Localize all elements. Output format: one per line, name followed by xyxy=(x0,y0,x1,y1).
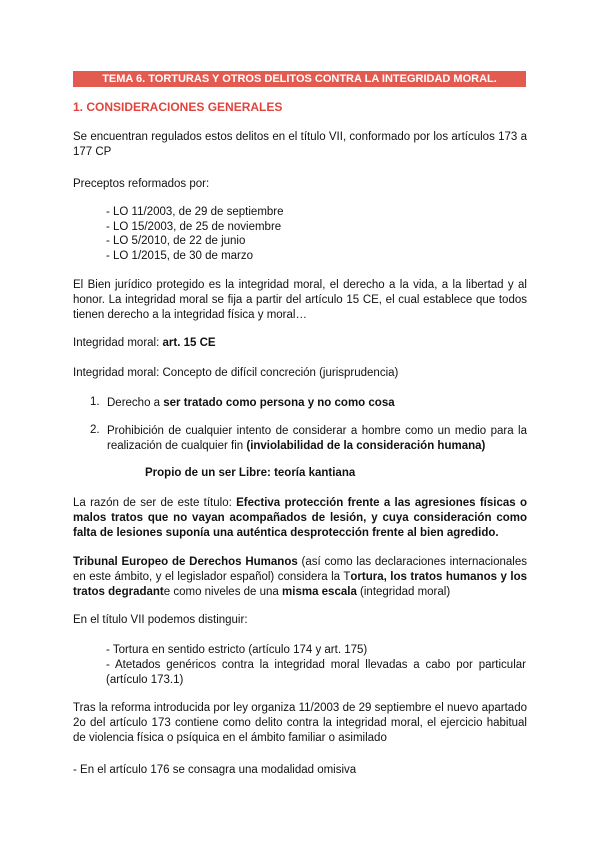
section-heading: 1. CONSIDERACIONES GENERALES xyxy=(73,100,283,114)
paragraph-distinguish: En el título VII podemos distinguir: xyxy=(73,614,248,626)
tedh-bold: Tribunal Europeo de Derechos Humanos xyxy=(73,556,298,568)
purpose-text: La razón de ser de este título: xyxy=(73,497,237,509)
paragraph-reforms-intro: Preceptos reformados por: xyxy=(73,178,210,190)
paragraph-title-purpose xyxy=(73,496,527,541)
tedh-text-3: (integridad moral) xyxy=(356,586,451,598)
list-item: - LO 11/2003, de 29 de septiembre xyxy=(106,206,284,218)
tedh-text-2: e como niveles de una xyxy=(163,586,283,598)
list-item: - LO 15/2003, de 25 de noviembre xyxy=(106,221,282,233)
kantian-theory-note: Propio de un ser Libre: teoría kantiana xyxy=(145,467,356,479)
list-item: - Tortura en sentido estricto (artículo 174 y art. 175) xyxy=(106,644,368,656)
list-item: - LO 5/2010, de 22 de junio xyxy=(106,235,246,247)
paragraph-regulation: Se encuentran regulados estos delitos en el título VII, conformado por los artículos 173 a 177 CP xyxy=(73,131,527,158)
list-item: - Atetados genéricos contra la integridad moral llevadas a cabo por particular (artículo 173.1) xyxy=(106,659,526,686)
article-ref: art. 15 CE xyxy=(162,337,216,349)
tedh-text: (así como las declaraciones internacionales en este ámbito, y el legislador español) considera la T xyxy=(73,556,527,583)
scale-bold: misma escala xyxy=(282,586,357,598)
label-text: Integridad moral: xyxy=(73,337,163,349)
paragraph-integrity-art xyxy=(73,336,527,351)
list-number: 2. xyxy=(90,424,100,436)
list-number: 1. xyxy=(90,396,100,408)
paragraph-reform-2003: Tras la reforma introducida por ley organiza 11/2003 de 29 septiembre el nuevo apartado 2o del artículo 173 contiene como delito contra la integridad moral, el ejercicio habitual de violencia física o psíquica en el ámbito familiar o asimilado xyxy=(73,702,527,744)
item-text: Prohibición de cualquier intento de considerar a hombre como un medio para la realización de cualquier fin xyxy=(107,425,527,452)
torture-bold: ortura, los tratos humanos y los tratos degradant xyxy=(73,571,527,598)
item-bold: (inviolabilidad de la consideración humana) xyxy=(246,440,486,452)
numbered-item-1 xyxy=(107,396,527,411)
list-item: - LO 1/2015, de 30 de marzo xyxy=(106,250,254,262)
paragraph-integrity-concept: Integridad moral: Concepto de difícil concreción (jurisprudencia) xyxy=(73,367,399,379)
item-bold: ser tratado como persona y no como cosa xyxy=(163,397,395,409)
purpose-bold: Efectiva protección frente a las agresiones físicas o malos tratos que no vayan acompañados de lesión, y cuya consideración como falta de lesiones suponía una auténtica desprotección frente al bien agredido. xyxy=(73,497,527,539)
numbered-item-2 xyxy=(107,424,527,454)
document-title: TEMA 6. TORTURAS Y OTROS DELITOS CONTRA LA INTEGRIDAD MORAL. xyxy=(73,71,526,87)
item-text: Derecho a xyxy=(107,397,164,409)
paragraph-omission: - En el artículo 176 se consagra una modalidad omisiva xyxy=(73,764,357,776)
paragraph-tedh xyxy=(73,555,527,600)
paragraph-legal-good: El Bien jurídico protegido es la integridad moral, el derecho a la vida, a la libertad y al honor. La integridad moral se fija a partir del artículo 15 CE, el cual establece que todos tienen derecho a la integridad física y moral… xyxy=(73,279,527,321)
